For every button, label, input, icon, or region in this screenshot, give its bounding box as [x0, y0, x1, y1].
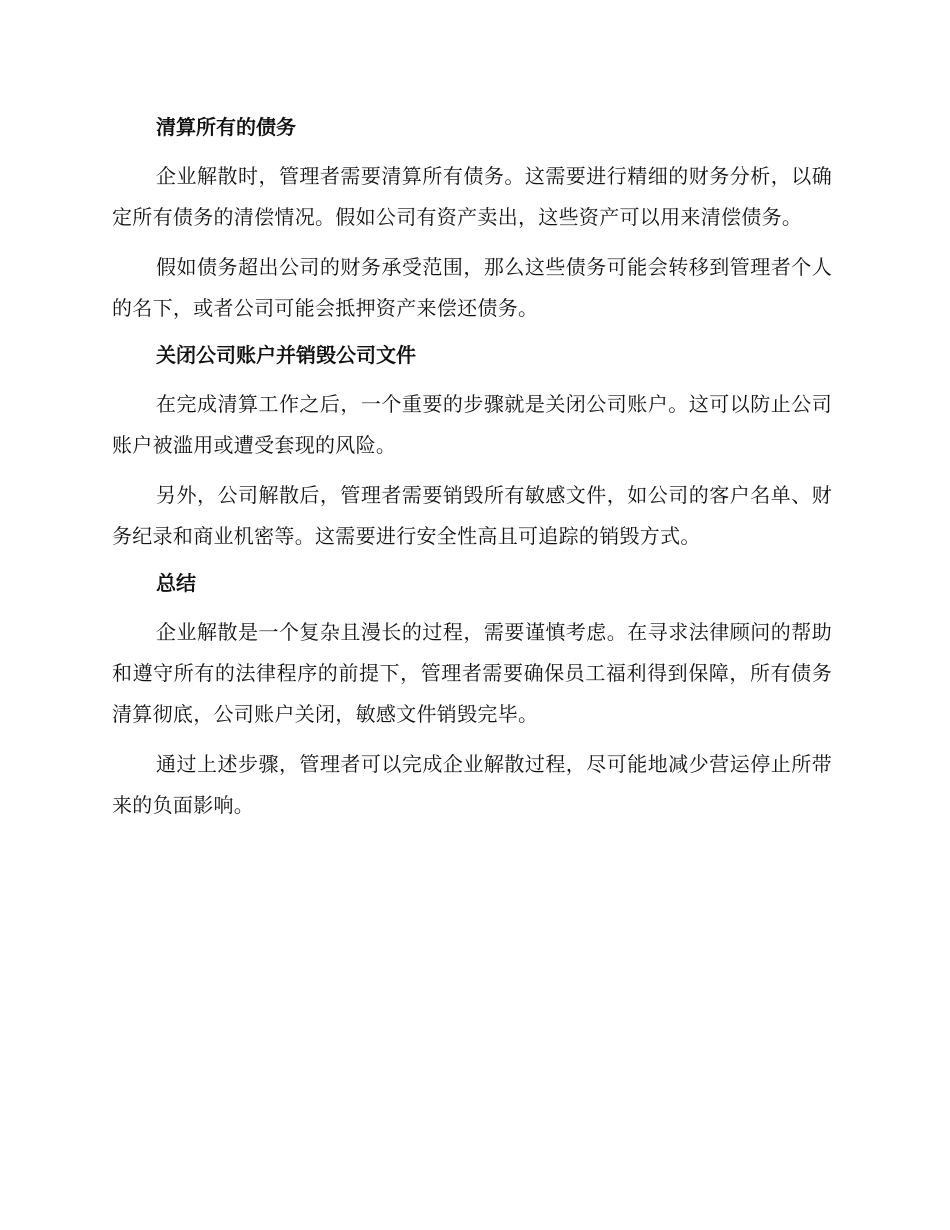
section-heading: 清算所有的债务 — [156, 115, 296, 139]
paragraph: 通过上述步骤，管理者可以完成企业解散过程，尽可能地减少营运停止所带来的负面影响。 — [112, 752, 832, 817]
paragraph: 企业解散时，管理者需要清算所有债务。这需要进行精细的财务分析，以确定所有债务的清偿情况。假如公司有资产卖出，这些资产可以用来清偿债务。 — [112, 164, 832, 229]
paragraph: 企业解散是一个复杂且漫长的过程，需要谨慎考虑。在寻求法律顾问的帮助和遵守所有的法律程序的前提下，管理者需要确保员工福利得到保障，所有债务清算彻底，公司账户关闭，敏感文件销毁完毕。 — [112, 620, 832, 726]
document-body — [112, 110, 832, 835]
section-debt-clearing — [112, 110, 832, 329]
section-summary — [112, 566, 832, 826]
paragraph: 在完成清算工作之后，一个重要的步骤就是关闭公司账户。这可以防止公司账户被滥用或遭受套现的风险。 — [112, 392, 832, 457]
section-heading: 总结 — [156, 571, 196, 595]
section-heading: 关闭公司账户并销毁公司文件 — [156, 343, 416, 367]
paragraph: 另外，公司解散后，管理者需要销毁所有敏感文件，如公司的客户名单、财务纪录和商业机密等。这需要进行安全性高且可追踪的销毁方式。 — [112, 483, 832, 548]
paragraph: 假如债务超出公司的财务承受范围，那么这些债务可能会转移到管理者个人的名下，或者公司可能会抵押资产来偿还债务。 — [112, 255, 832, 320]
section-close-accounts — [112, 338, 832, 557]
